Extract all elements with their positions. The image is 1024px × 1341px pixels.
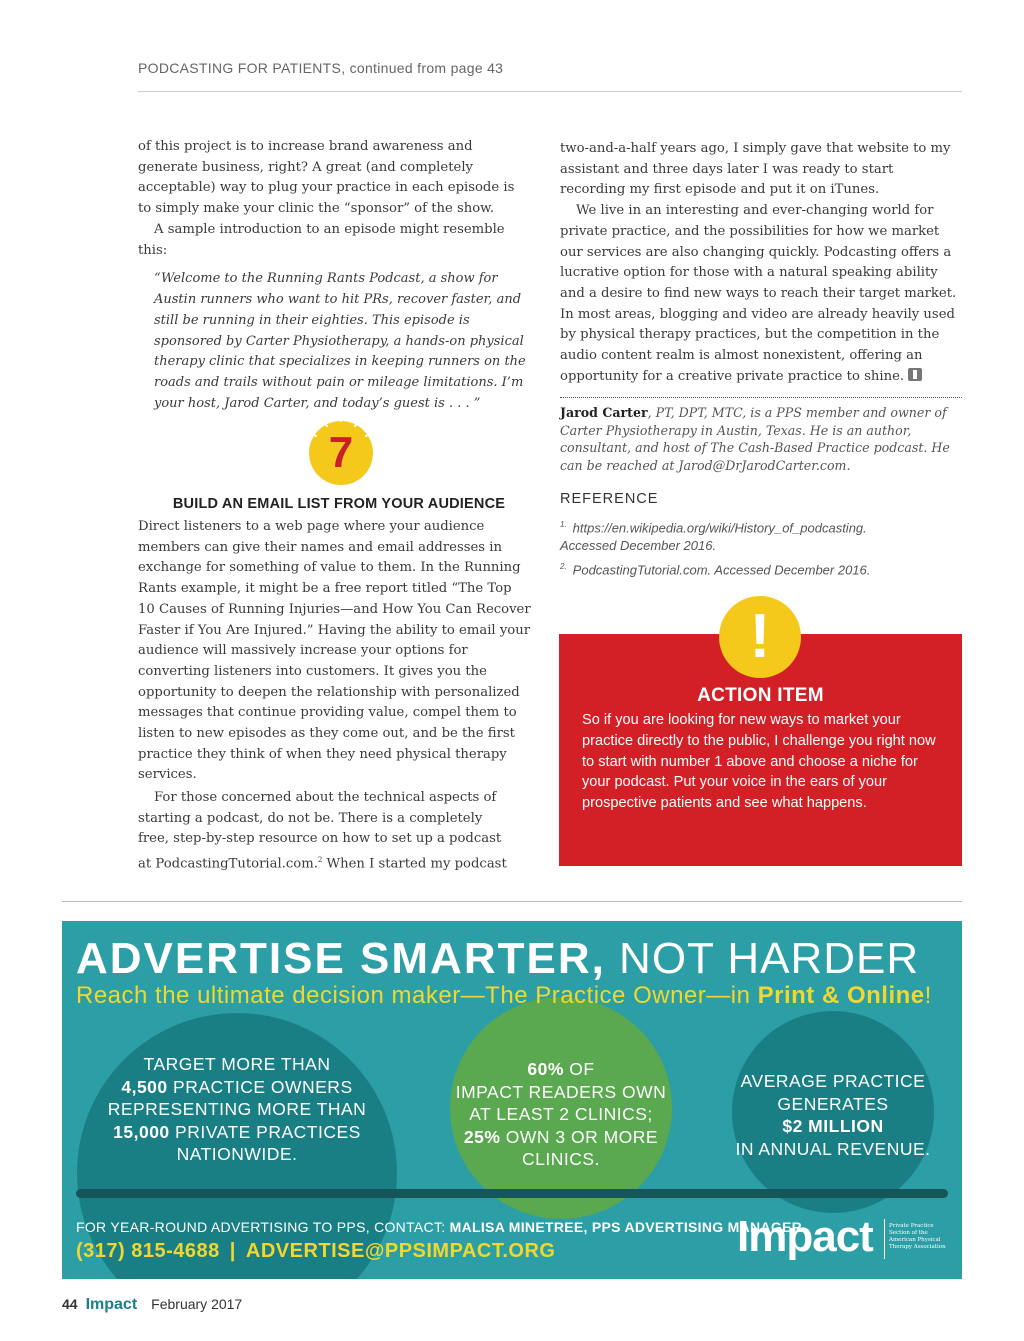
ad-title-bold: ADVERTISE SMARTER,: [76, 934, 606, 983]
author-bio: [560, 404, 962, 474]
stat-line: OWN 3 OR MORE: [500, 1126, 659, 1147]
stat-1: [102, 1053, 372, 1166]
logo-tagline: Private Practice Section of the American Physical Therapy Association: [889, 1223, 946, 1250]
action-item-title: ACTION ITEM: [697, 685, 824, 706]
ad-subtitle-bold: Print & Online: [757, 982, 925, 1009]
stat-line: GENERATES: [777, 1093, 889, 1114]
stat-3: [732, 1070, 934, 1160]
ad-rule: [62, 901, 962, 902]
footnote-ref: 2: [317, 856, 323, 865]
footer-brand: Impact: [85, 1296, 138, 1313]
stat-number: 4,500: [121, 1076, 168, 1097]
advertisement: [62, 921, 962, 1279]
right-para-2: We live in an interesting and ever-changing world for private practice, and the possibilities for how we market our services are also changing quickly. Podcasting offers a lucrative option for those with a natural speaking ability and a desire to find new ways to reach their target market. In most areas, blogging and video are already heavily used by physical therapy practices, but the competition in the audio content realm is almost nonexistent, offering an opportunity for a creative private practice to shine.: [560, 203, 957, 384]
stat-line: PRACTICE OWNERS: [167, 1076, 353, 1097]
left-column-lower: [138, 517, 532, 786]
stat-line: REPRESENTING MORE THAN: [107, 1099, 367, 1119]
running-head-title: PODCASTING FOR PATIENTS: [138, 60, 342, 76]
reference-text: PodcastingTutorial.com. Accessed December 2016.: [572, 562, 871, 578]
ad-separator: |: [229, 1240, 236, 1262]
ad-contact: [76, 1219, 802, 1235]
stat-number: 60%: [527, 1059, 564, 1079]
header-rule: [138, 91, 962, 92]
stat-line: IMPACT READERS OWN: [455, 1081, 667, 1102]
stat-2: [450, 1058, 672, 1171]
reference-text: https://en.wikipedia.org/wiki/History_of_podcasting. Accessed December 2016.: [560, 520, 867, 554]
ad-bar: [76, 1189, 948, 1198]
end-mark-icon: [908, 368, 922, 381]
reference-heading: REFERENCE: [560, 491, 659, 507]
left-para-4-end: When I started my podcast: [322, 856, 507, 872]
impact-logo: Impact: [737, 1212, 873, 1261]
action-item-body: So if you are looking for new ways to market your practice directly to the public, I challenge you right now to start with number 1 above and choose a niche for your podcast. Put your voice in the ears of your prospective patients and see what happens.: [582, 712, 936, 812]
step-heading: BUILD AN EMAIL LIST FROM YOUR AUDIENCE: [172, 496, 506, 512]
author-bio-text: , PT, DPT, MTC, is a PPS member and owner of Carter Physiotherapy in Austin, Texas. He is an author, consultant, and host of The Cash-Based Practice podcast. He can be reached at Jarod@DrJarodCarter.com.: [560, 405, 950, 473]
stat-line: TARGET MORE THAN: [143, 1054, 331, 1074]
step-badge: [296, 399, 386, 489]
page-footer: [62, 1296, 242, 1314]
step-number: 7: [328, 428, 354, 477]
reference-item: [560, 516, 920, 555]
footer-date: February 2017: [151, 1296, 243, 1312]
ad-phone[interactable]: (317) 815-4688: [76, 1240, 220, 1262]
ad-title: [76, 934, 919, 984]
ad-phone-line: [76, 1240, 555, 1263]
ad-subtitle: [76, 982, 932, 1010]
ad-title-thin: NOT HARDER: [605, 934, 920, 983]
stat-line: NATIONWIDE.: [176, 1144, 298, 1164]
running-head: [138, 60, 503, 76]
left-para-3: Direct listeners to a web page where your audience members can give their names and email addresses in exchange for something of value to them. In the Running Rants example, it might be a free report titled “The Top 10 Causes of Running Injuries—and How You Can Recover Faster if You Are Injured.” Having the ability to email your audience will massively increase your options for converting listeners into customers. It gives you the opportunity to deepen the relationship with personalized messages that continue providing value, compel them to listen to new episodes as they come out, and be the first practice they think of when they need physical therapy services.: [138, 519, 531, 783]
stat-line: AVERAGE PRACTICE: [740, 1071, 926, 1091]
bio-divider: [560, 397, 962, 398]
ad-contact-name: MALISA MINETREE, PPS ADVERTISING MANAGER: [449, 1219, 803, 1235]
stat-number: 15,000: [113, 1121, 170, 1142]
reference-num: 1.: [560, 520, 567, 529]
left-para-1: of this project is to increase brand awareness and generate business, right? A great (and completely acceptable) way to plug your practice in each episode is to simply make your clinic the “sponsor” of the show.: [138, 139, 515, 217]
sample-quote: “Welcome to the Running Rants Podcast, a show for Austin runners who want to hit PRs, recover faster, and still be running in their eighties. This episode is sponsored by Carter Physiotherapy, a hands-on physical therapy clinic that specializes in keeping runners on the roads and trails without pain or mileage limitations. I’m your host, Jarod Carter, and today’s guest is . . . ”: [154, 271, 526, 411]
left-column-bottom: [138, 788, 510, 875]
reference-item: [560, 558, 920, 579]
exclamation-icon: !: [719, 596, 801, 678]
stat-number: 25%: [463, 1126, 501, 1147]
ad-subtitle-post: !: [924, 982, 932, 1009]
left-column: [138, 137, 530, 415]
stat-line: AT LEAST 2 CLINICS;: [469, 1104, 653, 1124]
running-head-continued: , continued from page 43: [341, 60, 504, 76]
stat-line: OF: [563, 1059, 595, 1079]
left-para-2: A sample introduction to an episode might resemble this:: [138, 221, 505, 258]
logo-divider: [884, 1219, 885, 1259]
right-column: [560, 139, 962, 387]
stat-line: CLINICS.: [522, 1149, 600, 1169]
left-para-4: For those concerned about the technical aspects of starting a podcast, do not be. There is a completely free, step-by-step resource on how to set up a podcast at PodcastingTutorial.com.: [138, 790, 502, 872]
ad-email[interactable]: ADVERTISE@PPSIMPACT.ORG: [245, 1240, 556, 1262]
ad-contact-pre: FOR YEAR-ROUND ADVERTISING TO PPS, CONTACT:: [76, 1219, 450, 1235]
stat-number: $2 MILLION: [782, 1116, 884, 1136]
stat-line: IN ANNUAL REVENUE.: [735, 1138, 931, 1159]
stat-line: PRIVATE PRACTICES: [169, 1121, 361, 1142]
ad-subtitle-pre: Reach the ultimate decision maker—The Practice Owner—in: [76, 982, 758, 1009]
reference-num: 2.: [560, 562, 567, 571]
right-para-1: two-and-a-half years ago, I simply gave that website to my assistant and three days later I was ready to start recording my first episode and put it on iTunes.: [560, 141, 951, 198]
page-number: 44: [62, 1296, 78, 1312]
author-name: Jarod Carter: [560, 405, 648, 420]
